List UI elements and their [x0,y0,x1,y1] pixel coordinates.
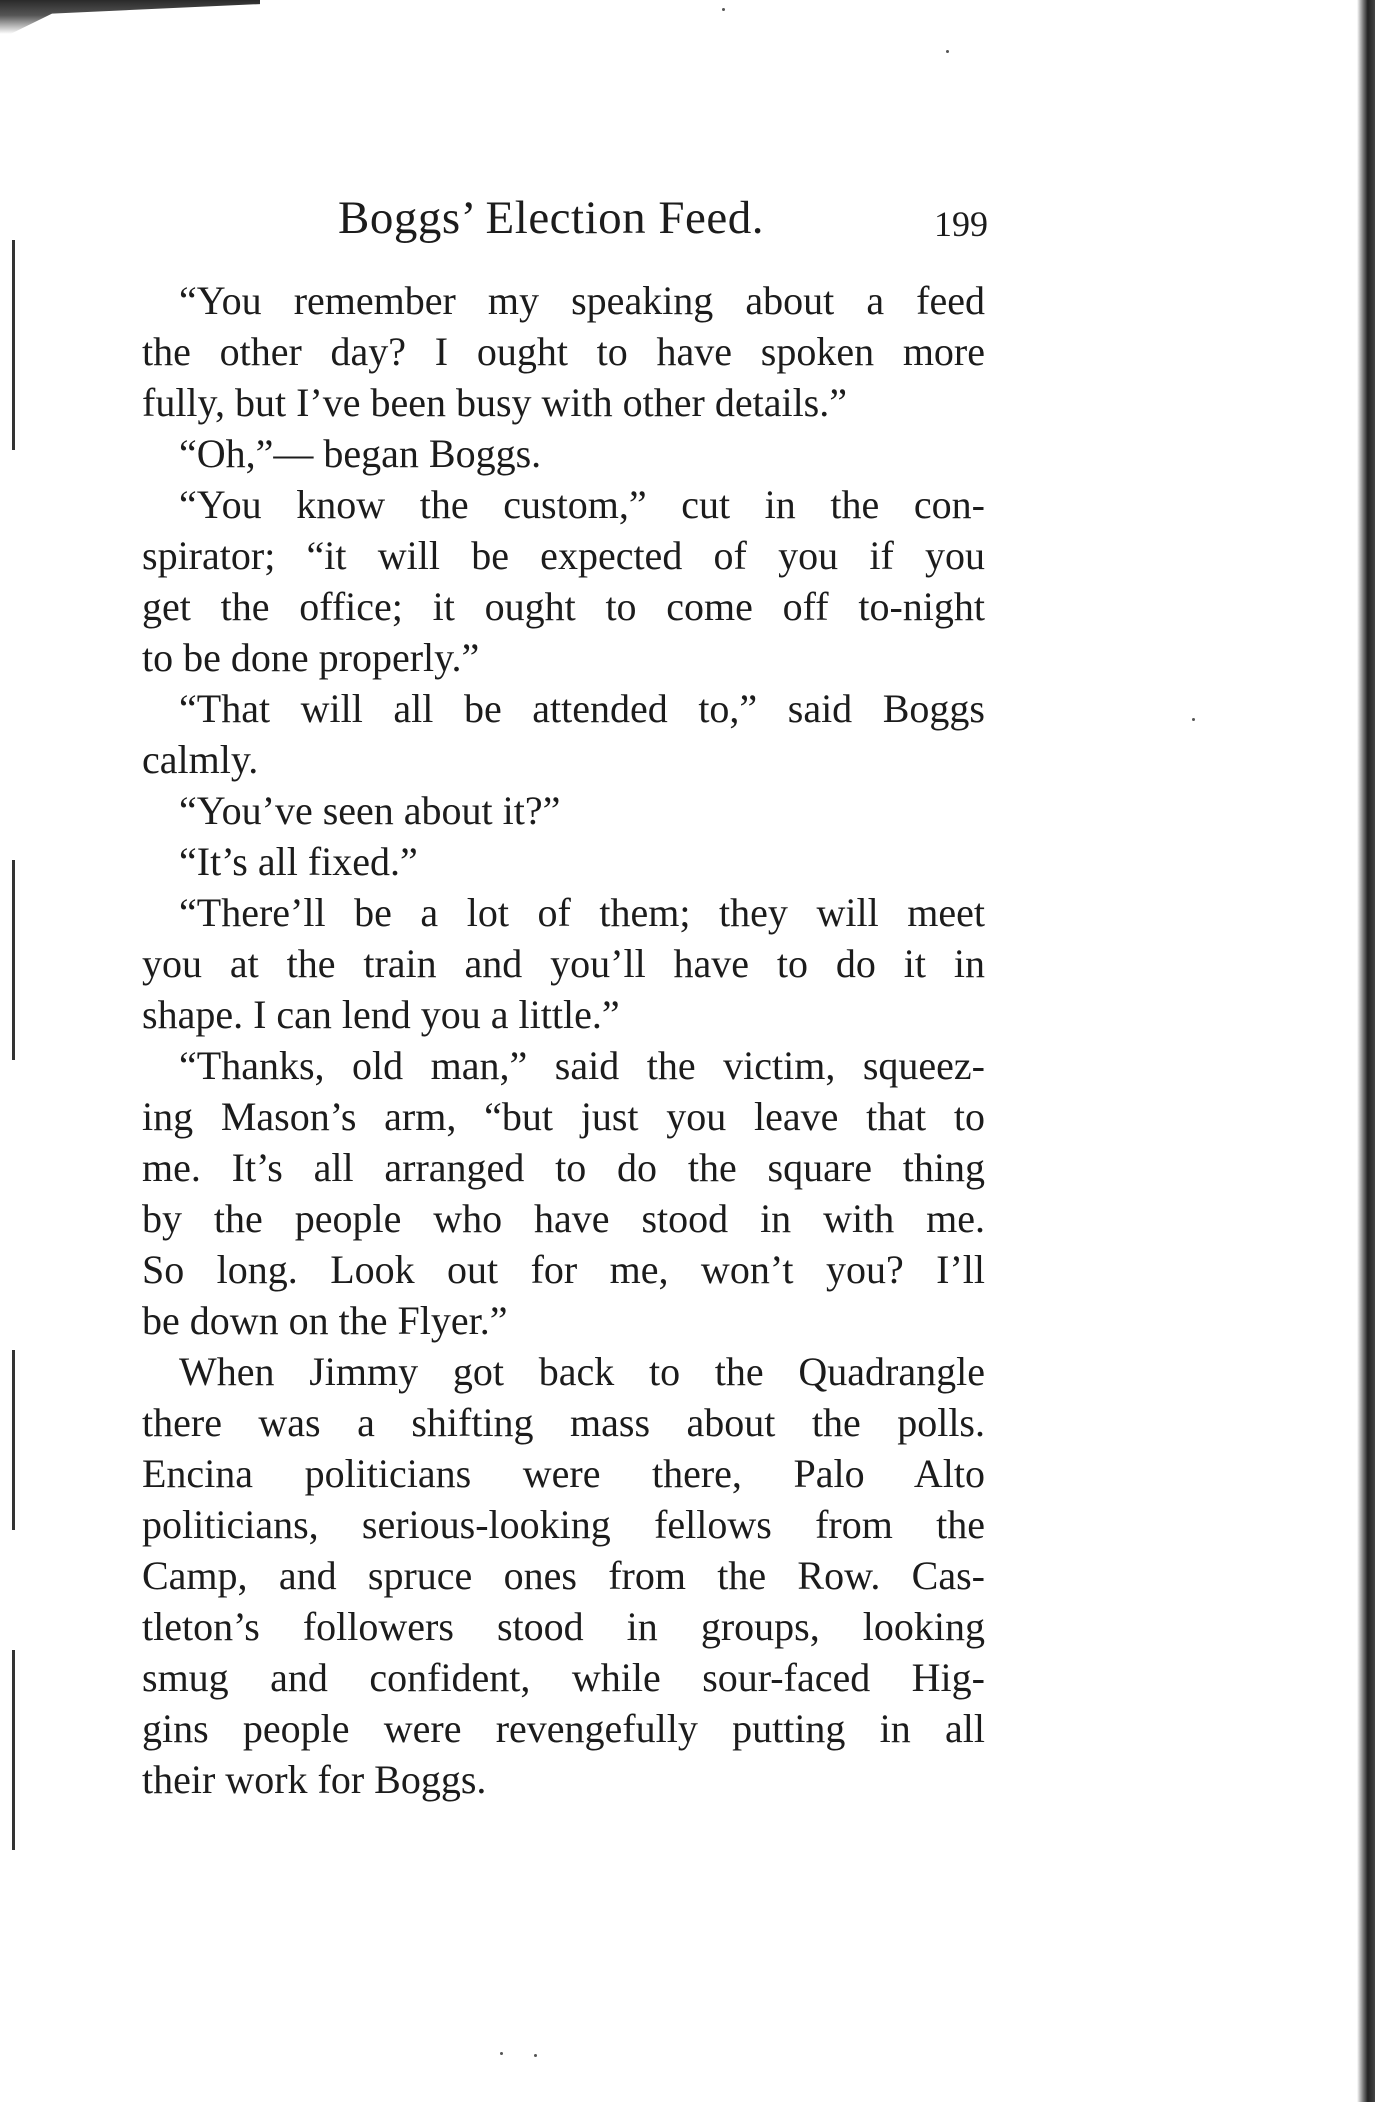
text-line: “Oh,”— began Boggs. [179,431,542,476]
text-line: to be done properly.” [142,635,480,680]
text-line: ing Mason’s arm, “but just you leave that to [142,1094,985,1139]
text-line: spirator; “it will be expected of you if you [142,533,985,578]
text-line: be down on the Flyer.” [142,1298,508,1343]
text-line: “You know the custom,” cut in the con- [179,482,985,527]
text-line: gins people were revengefully putting in all [142,1706,985,1751]
text-line: you at the train and you’ll have to do it in [142,941,985,986]
text-line: “You’ve seen about it?” [179,788,561,833]
text-line: their work for Boggs. [142,1757,487,1802]
text-line: tleton’s followers stood in groups, looking [142,1604,985,1649]
text-line: me. It’s all arranged to do the square thing [142,1145,985,1190]
text-line: “There’ll be a lot of them; they will meet [179,890,985,935]
text-line: smug and confident, while sour-faced Hig- [142,1655,985,1700]
running-title: Boggs’ Election Feed. [338,192,765,244]
page-number: 199 [934,204,988,244]
text-line: “It’s all fixed.” [179,839,418,884]
text-line: politicians, serious-looking fellows from the [142,1502,985,1547]
text-line: the other day? I ought to have spoken more [142,329,985,374]
text-line: “Thanks, old man,” said the victim, squeez- [179,1043,985,1088]
text-line: “You remember my speaking about a feed [179,278,985,323]
text-line: fully, but I’ve been busy with other details.” [142,380,847,425]
text-line: When Jimmy got back to the Quadrangle [179,1349,985,1394]
text-line: Camp, and spruce ones from the Row. Cas- [142,1553,985,1598]
text-line: by the people who have stood in with me. [142,1196,985,1241]
text-line: get the office; it ought to come off to-night [142,584,985,629]
text-line: there was a shifting mass about the polls. [142,1400,985,1445]
text-line: Encina politicians were there, Palo Alto [142,1451,985,1496]
text-line: calmly. [142,737,259,782]
text-line: “That will all be attended to,” said Boggs [179,686,985,731]
text-line: shape. I can lend you a little.” [142,992,620,1037]
text-line: So long. Look out for me, won’t you? I’ll [142,1247,985,1292]
